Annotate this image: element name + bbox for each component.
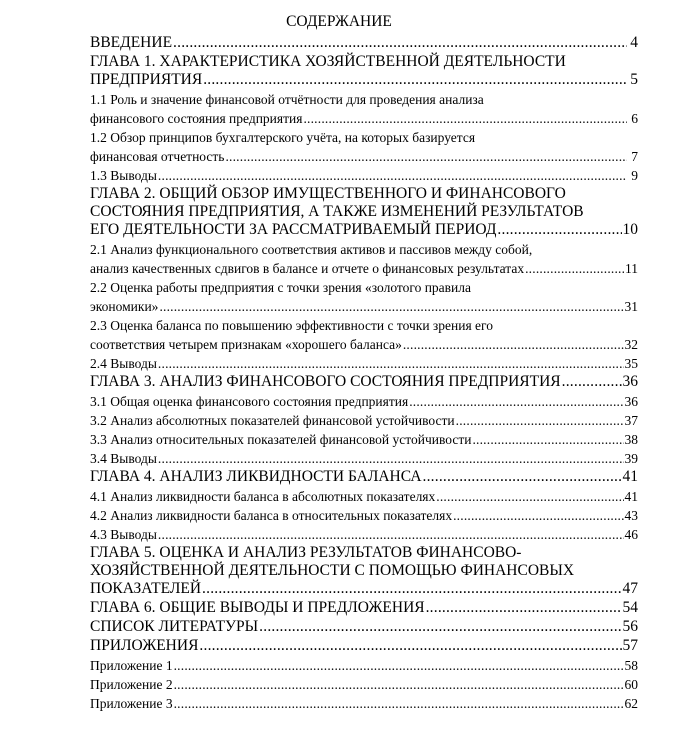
toc-entry-title: СПИСОК ЛИТЕРАТУРЫ (90, 618, 259, 635)
toc-entry (90, 373, 638, 392)
toc-entry-title: ГЛАВА 4. АНАЛИЗ ЛИКВИДНОСТИ БАЛАНСА (90, 468, 422, 485)
toc-entry-text-line: ГЛАВА 2. ОБЩИЙ ОБЗОР ИМУЩЕСТВЕННОГО И ФИНАНСОВОГО (90, 185, 566, 202)
toc-entry (90, 34, 638, 53)
toc-entry-text-line: ГЛАВА 5. ОЦЕНКА И АНАЛИЗ РЕЗУЛЬТАТОВ ФИНАНСОВО- (90, 544, 522, 561)
toc-entry-text-line: ХОЗЯЙСТВЕННОЙ ДЕЯТЕЛЬНОСТИ С ПОМОЩЬЮ ФИНАНСОВЫХ (90, 562, 575, 579)
toc-page-number: 38 (624, 432, 638, 447)
toc-entry-title: финансовая отчетность (90, 149, 225, 164)
toc-page-number: 7 (631, 149, 638, 164)
toc-entry-title: 2.4 Выводы (90, 356, 157, 371)
toc-page-number: 57 (622, 637, 638, 654)
dot-leader (174, 675, 624, 694)
toc-entry-title: 3.3 Анализ относительных показателей финансовой устойчивости (90, 432, 472, 447)
dot-leader (472, 430, 623, 449)
toc-page-number: 35 (624, 356, 638, 371)
toc-entry (90, 506, 638, 525)
dot-leader (202, 580, 621, 598)
toc-entry-text-line: 1.2 Обзор принципов бухгалтерского учёта, на которых базируется (90, 130, 476, 145)
toc-entry (90, 544, 638, 599)
toc-page-number: 60 (624, 677, 638, 692)
toc-entry (90, 392, 638, 411)
toc-entry (90, 90, 638, 128)
toc-page-number: 9 (631, 168, 638, 183)
toc-page-number: 36 (622, 373, 638, 390)
toc-entry (90, 656, 638, 675)
toc-entry (90, 449, 638, 468)
toc-entry-title: ВВЕДЕНИЕ (90, 34, 173, 51)
dot-leader (159, 297, 623, 316)
toc-page-number: 37 (624, 413, 638, 428)
dot-leader (225, 147, 627, 166)
toc-page-number: 36 (624, 394, 638, 409)
toc-page-number: 41 (622, 468, 638, 485)
toc-entry (90, 430, 638, 449)
toc-entry (90, 316, 638, 354)
dot-leader (436, 487, 623, 506)
toc-entry-title: 3.1 Общая оценка финансового состояния предприятия (90, 394, 409, 409)
toc-entry (90, 487, 638, 506)
page-title: СОДЕРЖАНИЕ (286, 13, 392, 30)
toc-entry-text-line: 2.2 Оценка работы предприятия с точки зрения «золотого правила (90, 280, 471, 295)
toc-entry (90, 694, 638, 713)
toc-page-number: 31 (624, 299, 638, 314)
toc-entry (90, 166, 638, 185)
toc-entry (90, 618, 638, 637)
toc-page-number: 6 (631, 111, 638, 126)
toc-entry-title: ГЛАВА 3. АНАЛИЗ ФИНАНСОВОГО СОСТОЯНИЯ ПРЕДПРИЯТИЯ (90, 373, 561, 390)
dot-leader (158, 449, 624, 468)
toc-entry-title: 3.4 Выводы (90, 451, 157, 466)
toc-entry (90, 525, 638, 544)
toc-entry-title: 1.3 Выводы (90, 168, 157, 183)
dot-leader (453, 506, 623, 525)
dot-leader (497, 221, 621, 239)
toc-entry-title: ЕГО ДЕЯТЕЛЬНОСТИ ЗА РАССМАТРИВАЕМЫЙ ПЕРИОД (90, 221, 497, 238)
dot-leader (158, 354, 624, 373)
toc-entry (90, 637, 638, 656)
toc-page-number: 58 (624, 658, 638, 673)
toc-entry-title: 4.1 Анализ ликвидности баланса в абсолютных показателях (90, 489, 436, 504)
toc-entry-title: Приложение 2 (90, 677, 173, 692)
dot-leader (303, 109, 627, 128)
toc-entry (90, 354, 638, 373)
toc-entry-title: анализ качественных сдвигов в балансе и отчете о финансовых результатах (90, 261, 525, 276)
toc-entry-text-line: 2.1 Анализ функционального соответствия активов и пассивов между собой, (90, 242, 533, 257)
toc-entry-title: Приложение 1 (90, 658, 173, 673)
toc-entry-title: 4.3 Выводы (90, 527, 157, 542)
toc-entry-title: ПРЕДПРИЯТИЯ (90, 71, 203, 88)
toc-page-number: 32 (624, 337, 638, 352)
toc-entry-title: 4.2 Анализ ликвидности баланса в относительных показателях (90, 508, 453, 523)
toc-page-number: 11 (625, 261, 638, 276)
dot-leader (562, 373, 622, 391)
dot-leader (173, 34, 627, 52)
toc-page-number: 56 (622, 618, 638, 635)
toc-page-number: 41 (624, 489, 638, 504)
dot-leader (423, 468, 622, 486)
dot-leader (426, 599, 622, 617)
toc-entry-title: ГЛАВА 6. ОБЩИЕ ВЫВОДЫ И ПРЕДЛОЖЕНИЯ (90, 599, 425, 616)
dot-leader (525, 259, 624, 278)
toc-entry-text-line: 1.1 Роль и значение финансовой отчётности для проведения анализа (90, 92, 484, 107)
dot-leader (403, 335, 624, 354)
toc-entry-text-line: 2.3 Оценка баланса по повышению эффективности с точки зрения его (90, 318, 493, 333)
dot-leader (259, 618, 621, 636)
dot-leader (174, 694, 624, 713)
toc-page-number: 54 (622, 599, 638, 616)
table-of-contents (90, 34, 638, 713)
toc-entry-title: соответствия четырем признакам «хорошего баланса» (90, 337, 402, 352)
toc-entry (90, 411, 638, 430)
dot-leader (409, 392, 623, 411)
toc-entry (90, 278, 638, 316)
toc-page-number: 10 (622, 221, 638, 238)
toc-page-number: 4 (630, 34, 638, 51)
toc-entry-title: ПРИЛОЖЕНИЯ (90, 637, 199, 654)
toc-entry-title: ПОКАЗАТЕЛЕЙ (90, 580, 202, 597)
toc-entry (90, 185, 638, 240)
toc-entry-title: Приложение 3 (90, 696, 173, 711)
dot-leader (158, 166, 627, 185)
toc-entry-title: 3.2 Анализ абсолютных показателей финансовой устойчивости (90, 413, 455, 428)
toc-entry (90, 675, 638, 694)
toc-page-number: 47 (622, 580, 638, 597)
toc-entry (90, 240, 638, 278)
toc-page-number: 62 (624, 696, 638, 711)
dot-leader (199, 637, 621, 655)
toc-entry (90, 128, 638, 166)
dot-leader (456, 411, 624, 430)
toc-entry (90, 468, 638, 487)
toc-entry (90, 599, 638, 618)
toc-entry-title: экономики» (90, 299, 159, 314)
dot-leader (203, 71, 627, 89)
dot-leader (174, 656, 624, 675)
toc-page-number: 5 (630, 71, 638, 88)
toc-page-number: 46 (624, 527, 638, 542)
dot-leader (158, 525, 624, 544)
toc-page-number: 39 (624, 451, 638, 466)
toc-page-number: 43 (624, 508, 638, 523)
toc-entry-title: финансового состояния предприятия (90, 111, 303, 126)
toc-entry-text-line: ГЛАВА 1. ХАРАКТЕРИСТИКА ХОЗЯЙСТВЕННОЙ ДЕЯТЕЛЬНОСТИ (90, 53, 566, 70)
toc-entry (90, 53, 638, 90)
toc-entry-text-line: СОСТОЯНИЯ ПРЕДПРИЯТИЯ, А ТАКЖЕ ИЗМЕНЕНИЙ РЕЗУЛЬТАТОВ (90, 203, 584, 220)
